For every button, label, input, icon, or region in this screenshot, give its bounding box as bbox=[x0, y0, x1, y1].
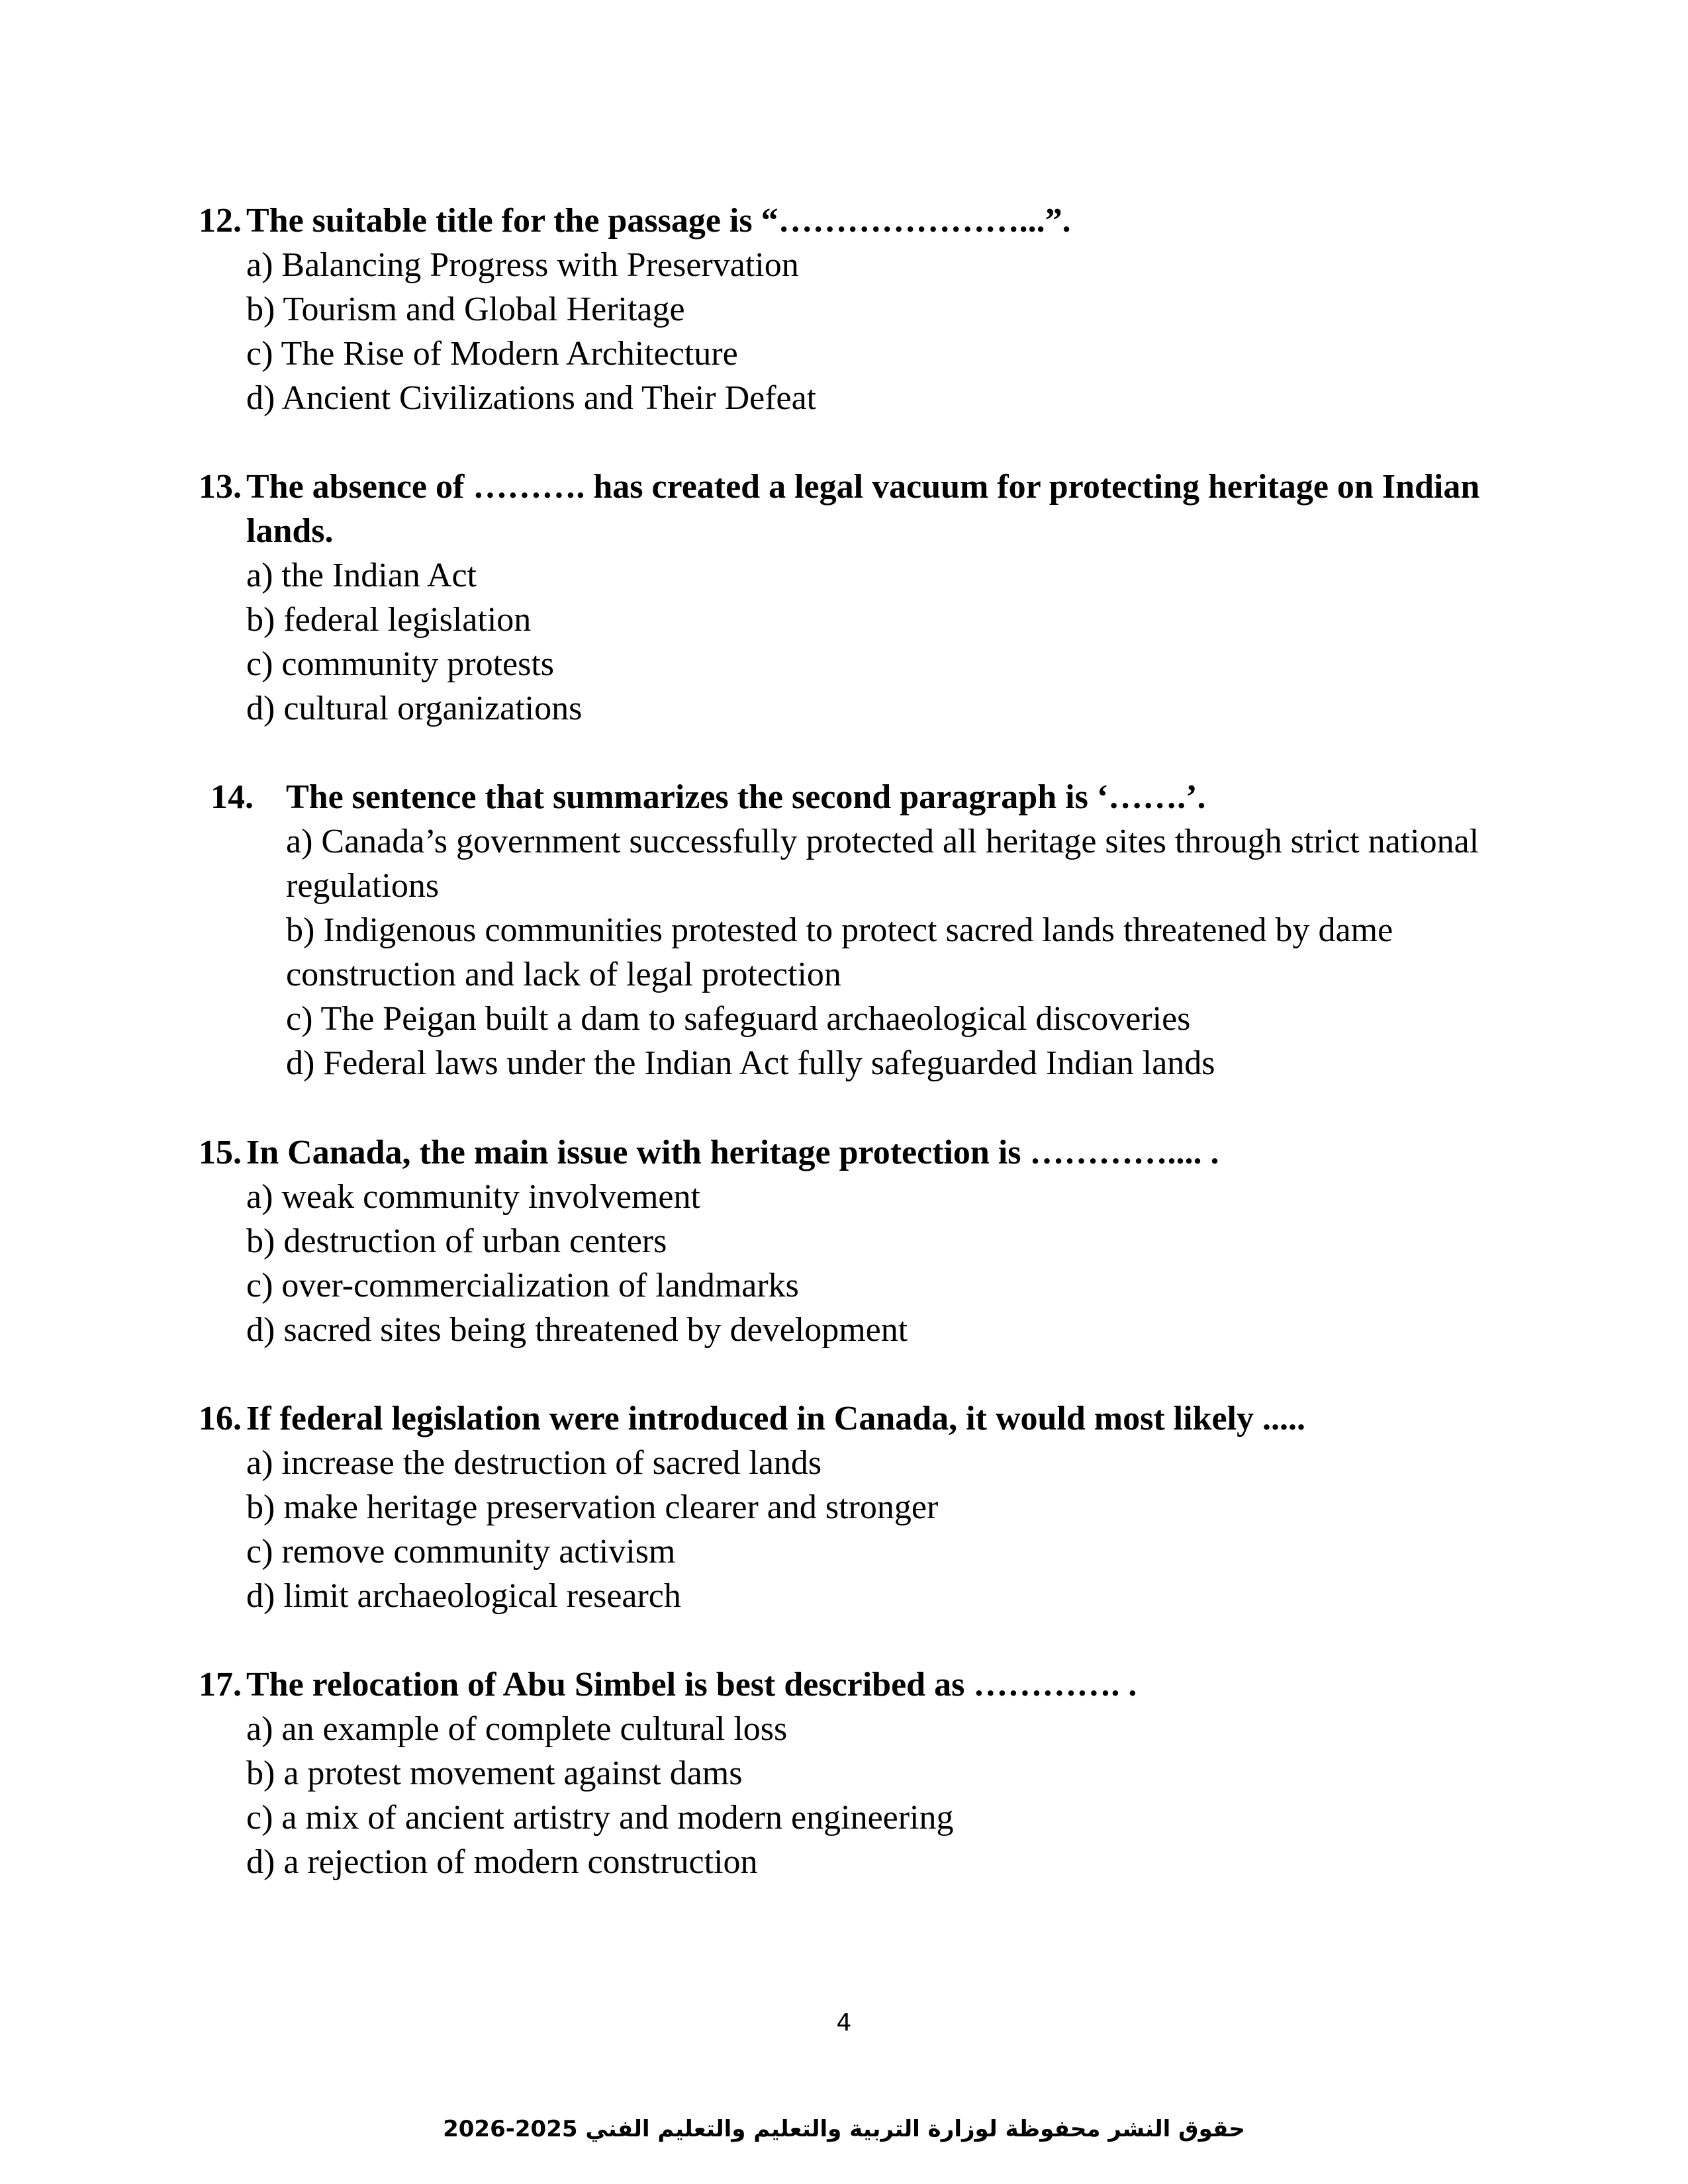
option-c: c) over-commercialization of landmarks bbox=[246, 1267, 799, 1304]
question-list bbox=[199, 199, 1489, 1884]
question-13 bbox=[199, 465, 1489, 731]
question-12 bbox=[199, 199, 1489, 420]
question-stem bbox=[211, 775, 1489, 819]
option-a: a) an example of complete cultural loss bbox=[246, 1710, 788, 1748]
option-b: b) Indigenous communities protested to protect sacred lands threatened by dame construction and lack of legal protection bbox=[286, 911, 1393, 993]
option-c: c) remove community activism bbox=[246, 1533, 676, 1570]
question-15 bbox=[199, 1130, 1489, 1352]
question-number: 16. bbox=[199, 1400, 242, 1437]
answer-options bbox=[246, 1175, 1489, 1352]
option-a: a) the Indian Act bbox=[246, 557, 477, 594]
question-text: The suitable title for the passage is “…………………...”. bbox=[246, 202, 1071, 240]
option-d: d) limit archaeological research bbox=[246, 1577, 681, 1615]
question-text: The sentence that summarizes the second paragraph is ‘…….’. bbox=[286, 778, 1206, 816]
question-stem bbox=[199, 1130, 1489, 1175]
option-a: a) Canada’s government successfully protected all heritage sites through strict national regulations bbox=[286, 823, 1479, 905]
question-17 bbox=[199, 1662, 1489, 1884]
question-text: The absence of ………. has created a legal vacuum for protecting heritage on Indian lands. bbox=[246, 468, 1480, 550]
question-text: In Canada, the main issue with heritage protection is ………….... . bbox=[246, 1134, 1219, 1171]
question-text: If federal legislation were introduced in Canada, it would most likely ..... bbox=[246, 1400, 1305, 1437]
question-number: 13. bbox=[199, 468, 242, 506]
option-a: a) weak community involvement bbox=[246, 1178, 700, 1216]
page-number: 4 bbox=[836, 2009, 852, 2036]
copyright-footer: حقوق النشر محفوظة لوزارة التربية والتعليم والتعليم الفني 2025-2026 bbox=[443, 2116, 1245, 2142]
option-b: b) destruction of urban centers bbox=[246, 1222, 667, 1260]
question-stem bbox=[199, 465, 1489, 553]
question-number: 15. bbox=[199, 1134, 242, 1171]
option-d: d) sacred sites being threatened by development bbox=[246, 1311, 908, 1349]
answer-options bbox=[246, 553, 1489, 731]
option-c: c) The Peigan built a dam to safeguard archaeological discoveries bbox=[286, 1000, 1191, 1038]
question-stem bbox=[199, 199, 1489, 243]
option-b: b) federal legislation bbox=[246, 601, 532, 639]
option-c: c) community protests bbox=[246, 645, 555, 683]
question-number: 12. bbox=[199, 202, 242, 240]
option-b: b) make heritage preservation clearer and stronger bbox=[246, 1488, 939, 1526]
option-a: a) increase the destruction of sacred lands bbox=[246, 1444, 822, 1482]
option-d: d) cultural organizations bbox=[246, 690, 583, 727]
option-d: d) Ancient Civilizations and Their Defeat bbox=[246, 379, 817, 417]
question-16 bbox=[199, 1396, 1489, 1618]
option-c: c) a mix of ancient artistry and modern engineering bbox=[246, 1799, 954, 1837]
option-b: b) Tourism and Global Heritage bbox=[246, 291, 685, 328]
answer-options bbox=[246, 1441, 1489, 1618]
option-d: d) a rejection of modern construction bbox=[246, 1843, 758, 1881]
question-14 bbox=[199, 775, 1489, 1085]
question-stem bbox=[199, 1396, 1489, 1441]
question-number: 17. bbox=[199, 1666, 242, 1704]
answer-options bbox=[286, 819, 1489, 1085]
answer-options bbox=[246, 243, 1489, 420]
option-c: c) The Rise of Modern Architecture bbox=[246, 335, 738, 373]
question-number: 14. bbox=[211, 778, 254, 816]
option-d: d) Federal laws under the Indian Act fully safeguarded Indian lands bbox=[286, 1044, 1215, 1082]
answer-options bbox=[246, 1707, 1489, 1884]
question-stem bbox=[199, 1662, 1489, 1707]
option-a: a) Balancing Progress with Preservation bbox=[246, 246, 799, 284]
option-b: b) a protest movement against dams bbox=[246, 1754, 743, 1792]
question-text: The relocation of Abu Simbel is best described as …………. . bbox=[246, 1666, 1137, 1704]
